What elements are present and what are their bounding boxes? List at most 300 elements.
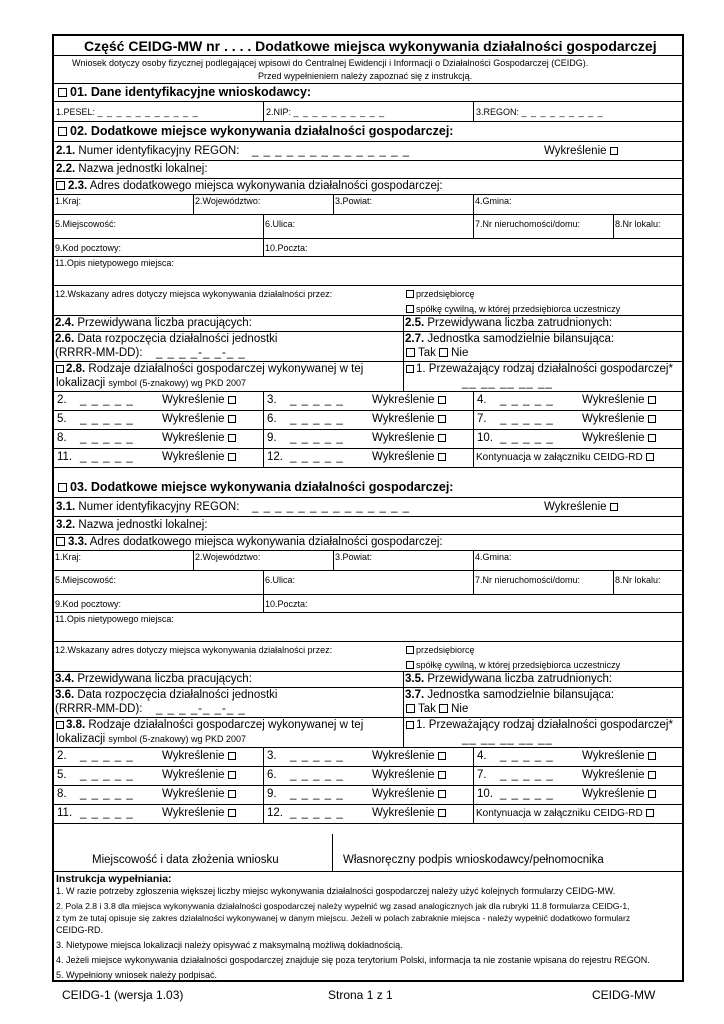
pkd-code-blank: _ _ _ _ _ bbox=[290, 394, 344, 406]
checkbox-icon[interactable] bbox=[228, 434, 236, 442]
s03-wskazany-row bbox=[54, 642, 682, 672]
pkd-code-field[interactable] bbox=[54, 786, 264, 804]
wykreslenie-label: Wykreślenie bbox=[372, 413, 435, 425]
pkd-code-num: 7. bbox=[477, 769, 487, 781]
zatrudnieni-field[interactable] bbox=[404, 316, 682, 331]
pkd-code-blank: _ _ _ _ _ bbox=[290, 807, 344, 819]
pkd-code-blank: _ _ _ _ _ bbox=[500, 394, 554, 406]
checkbox-icon[interactable] bbox=[228, 809, 236, 817]
checkbox-icon[interactable] bbox=[610, 147, 618, 155]
gmina-label: 4.Gmina: bbox=[475, 552, 512, 562]
pkd-lokalizacji: lokalizacji bbox=[56, 377, 106, 389]
opis-label: 11.Opis nietypowego miejsca: bbox=[55, 614, 174, 624]
s02-opis-row bbox=[54, 257, 682, 286]
place-date-label: Miejscowość i data złożenia wniosku bbox=[92, 854, 279, 866]
checkbox-icon[interactable] bbox=[58, 483, 67, 492]
nr-lokalu-field[interactable] bbox=[614, 571, 682, 594]
date-num: 2.6. bbox=[55, 333, 75, 345]
s03-addr-row-3 bbox=[54, 595, 682, 613]
pracujacy-label: Przewidywana liczba pracujących: bbox=[77, 673, 252, 685]
pkd-header bbox=[54, 718, 404, 747]
pkd-code-num: 4. bbox=[477, 394, 487, 406]
kod-pocztowy-field[interactable] bbox=[54, 239, 264, 256]
s02-header bbox=[54, 122, 682, 142]
pkd-code-blank: _ _ _ _ _ bbox=[290, 769, 344, 781]
s03-pkd-row bbox=[54, 805, 682, 824]
pkd-prevailing-blank: __ __ __ __ __ bbox=[462, 733, 553, 745]
checkbox-icon[interactable] bbox=[438, 396, 446, 404]
przedsiebiorca-option: przedsiębiorcę bbox=[416, 289, 475, 299]
wykreslenie-label: Wykreślenie bbox=[582, 788, 645, 800]
pesel-field[interactable] bbox=[54, 102, 264, 121]
gmina-field[interactable] bbox=[474, 195, 682, 214]
checkbox-icon[interactable] bbox=[648, 771, 656, 779]
pkd-code-field[interactable] bbox=[264, 430, 474, 448]
pkd-code-num: 4. bbox=[477, 750, 487, 762]
unit-num: 3.2. bbox=[56, 519, 76, 531]
instruction-5: 5. Wypełniony wniosek należy podpisać. bbox=[56, 970, 218, 980]
checkbox-icon[interactable] bbox=[228, 396, 236, 404]
pkd-lokalizacji: lokalizacji bbox=[56, 733, 106, 745]
pkd-label: Rodzaje działalności gospodarczej wykonywanej w tej bbox=[88, 719, 364, 731]
wykreslenie-label: Wykreślenie bbox=[162, 807, 225, 819]
s03-pkd-row bbox=[54, 767, 682, 786]
pkd-code-num: 2. bbox=[57, 750, 67, 762]
signature-field[interactable] bbox=[333, 834, 682, 871]
s02-addr-row-2 bbox=[54, 215, 682, 239]
wojewodztwo-label: 2.Województwo: bbox=[195, 196, 261, 206]
s03-title: 03. Dodatkowe miejsce wykonywania działalności gospodarczej: bbox=[70, 480, 454, 494]
pkd-code-num: 3. bbox=[267, 750, 277, 762]
pkd-code-num: 3. bbox=[267, 394, 277, 406]
checkbox-icon[interactable] bbox=[58, 88, 67, 97]
checkbox-icon[interactable] bbox=[56, 365, 64, 373]
poczta-field[interactable] bbox=[264, 239, 682, 256]
pkd-code-num: 9. bbox=[267, 432, 277, 444]
pkd-prevailing-field[interactable] bbox=[404, 718, 682, 747]
wykreslenie-label: Wykreślenie bbox=[162, 413, 225, 425]
pkd-prevailing-label: 1. Przeważający rodzaj działalności gospodarczej* bbox=[416, 363, 673, 375]
s02-unit-row bbox=[54, 161, 682, 179]
nr-domu-label: 7.Nr nieruchomości/domu: bbox=[475, 219, 581, 229]
ulica-field[interactable] bbox=[264, 571, 474, 594]
kod-pocztowy-label: 9.Kod pocztowy: bbox=[55, 243, 122, 253]
zatrudnieni-num: 2.5. bbox=[405, 317, 425, 329]
signature-row bbox=[54, 834, 682, 872]
pkd-num: 3.8. bbox=[66, 719, 86, 731]
date-format: (RRRR-MM-DD): bbox=[55, 347, 143, 359]
regon-label: Numer identyfikacyjny REGON: bbox=[78, 501, 240, 513]
checkbox-icon[interactable] bbox=[438, 771, 446, 779]
s02-pkd-header-row bbox=[54, 362, 682, 392]
regon-blank[interactable]: _ _ _ _ _ _ _ _ _ _ _ _ _ _ bbox=[252, 501, 411, 513]
pkd-code-num: 2. bbox=[57, 394, 67, 406]
checkbox-icon[interactable] bbox=[648, 415, 656, 423]
s02-addr-row-1 bbox=[54, 195, 682, 215]
regon-blank: _ _ _ _ _ _ _ _ _ bbox=[521, 107, 604, 117]
pkd-code-num: 5. bbox=[57, 413, 67, 425]
bilans-num: 3.7. bbox=[405, 689, 425, 701]
pesel-blank: _ _ _ _ _ _ _ _ _ _ _ bbox=[97, 107, 199, 117]
pkd-symbol-label: symbol (5-znakowy) wg PKD 2007 bbox=[108, 378, 246, 388]
s03-addr-header bbox=[54, 535, 682, 551]
pkd-code-blank: _ _ _ _ _ bbox=[290, 413, 344, 425]
checkbox-icon[interactable] bbox=[406, 661, 414, 669]
checkbox-icon[interactable] bbox=[646, 809, 654, 817]
wykreslenie-label: Wykreślenie bbox=[162, 432, 225, 444]
pkd-code-num: 12. bbox=[267, 451, 283, 463]
checkbox-icon[interactable] bbox=[648, 752, 656, 760]
wykreslenie-label: Wykreślenie bbox=[162, 788, 225, 800]
pkd-symbol-label: symbol (5-znakowy) wg PKD 2007 bbox=[108, 734, 246, 744]
wojewodztwo-label: 2.Województwo: bbox=[195, 552, 261, 562]
kraj-label: 1.Kraj: bbox=[55, 196, 82, 206]
wykreslenie-label: Wykreślenie bbox=[162, 769, 225, 781]
checkbox-icon[interactable] bbox=[228, 415, 236, 423]
powiat-field[interactable] bbox=[334, 551, 474, 570]
pkd-code-field[interactable] bbox=[474, 411, 682, 429]
checkbox-icon[interactable] bbox=[406, 365, 414, 373]
s02-pkd-row bbox=[54, 449, 682, 468]
wykreslenie-label: Wykreślenie bbox=[544, 145, 607, 157]
subtitle-1: Wniosek dotyczy osoby fizycznej podlegającej wpisowi do Centralnej Ewidencji i Informacji o Działalności Gospodarczej (CEIDG). bbox=[72, 58, 589, 68]
powiat-field[interactable] bbox=[334, 195, 474, 214]
miejscowosc-field[interactable] bbox=[54, 215, 264, 238]
nr-domu-field[interactable] bbox=[474, 215, 614, 238]
date-blank: _ _ _ _-_ _-_ _ bbox=[156, 703, 246, 715]
start-date-field[interactable] bbox=[54, 332, 404, 361]
addr-num: 3.3. bbox=[68, 536, 88, 548]
instruction-2c: CEIDG-RD. bbox=[56, 925, 103, 935]
pkd-code-blank: _ _ _ _ _ bbox=[500, 750, 554, 762]
checkbox-icon[interactable] bbox=[439, 704, 448, 713]
footer-form-code: CEIDG-MW bbox=[592, 988, 656, 1002]
kod-pocztowy-field[interactable] bbox=[54, 595, 264, 612]
pkd-code-num: 12. bbox=[267, 807, 283, 819]
checkbox-icon[interactable] bbox=[438, 453, 446, 461]
pracujacy-num: 2.4. bbox=[55, 317, 75, 329]
instruction-3: 3. Nietypowe miejsca lokalizacji należy opisywać z maksymalną możliwą dokładnością. bbox=[56, 940, 403, 950]
wykreslenie-label: Wykreślenie bbox=[582, 413, 645, 425]
checkbox-icon[interactable] bbox=[228, 771, 236, 779]
continuation-field[interactable] bbox=[474, 805, 682, 823]
pkd-code-field[interactable] bbox=[264, 786, 474, 804]
checkbox-icon[interactable] bbox=[406, 646, 414, 654]
spolka-option: spółkę cywilną, w której przedsiębiorca uczestniczy bbox=[416, 660, 621, 670]
kod-pocztowy-label: 9.Kod pocztowy: bbox=[55, 599, 122, 609]
checkbox-icon[interactable] bbox=[228, 453, 236, 461]
pkd-code-field[interactable] bbox=[474, 748, 682, 766]
s02-addr-header bbox=[54, 179, 682, 195]
ceidg-mw-form bbox=[52, 34, 684, 982]
checkbox-icon[interactable] bbox=[438, 415, 446, 423]
pesel-label: 1.PESEL: bbox=[56, 107, 96, 117]
section-01-header bbox=[54, 84, 682, 102]
ulica-label: 6.Ulica: bbox=[265, 575, 296, 585]
ulica-label: 6.Ulica: bbox=[265, 219, 296, 229]
pkd-code-field[interactable] bbox=[54, 411, 264, 429]
wykreslenie-label: Wykreślenie bbox=[372, 451, 435, 463]
przedsiebiorca-option: przedsiębiorcę bbox=[416, 645, 475, 655]
pkd-code-num: 5. bbox=[57, 769, 67, 781]
miejscowosc-field[interactable] bbox=[54, 571, 264, 594]
regon-blank[interactable]: _ _ _ _ _ _ _ _ _ _ _ _ _ _ bbox=[252, 145, 411, 157]
wskazany-label: 12.Wskazany adres dotyczy miejsca wykonywania działalności przez: bbox=[55, 289, 333, 299]
pkd-code-field[interactable] bbox=[54, 449, 264, 467]
s03-pkd-row bbox=[54, 786, 682, 805]
addr-label: Adres dodatkowego miejsca wykonywania działalności gospodarczej: bbox=[89, 536, 443, 548]
zatrudnieni-label: Przewidywana liczba zatrudnionych: bbox=[427, 673, 613, 685]
nie-option: Nie bbox=[451, 347, 469, 359]
nr-domu-field[interactable] bbox=[474, 571, 614, 594]
pkd-code-field[interactable] bbox=[264, 449, 474, 467]
wskazany-label: 12.Wskazany adres dotyczy miejsca wykonywania działalności przez: bbox=[55, 645, 333, 655]
subtitle-2: Przed wypełnieniem należy zapoznać się z instrukcją. bbox=[258, 71, 473, 81]
pkd-code-field[interactable] bbox=[264, 392, 474, 410]
nr-domu-label: 7.Nr nieruchomości/domu: bbox=[475, 575, 581, 585]
wykreslenie-label: Wykreślenie bbox=[372, 807, 435, 819]
start-date-field[interactable] bbox=[54, 688, 404, 717]
signature-label: Własnoręczny podpis wnioskodawcy/pełnomocnika bbox=[343, 854, 604, 866]
checkbox-icon[interactable] bbox=[648, 434, 656, 442]
s02-regon-row bbox=[54, 142, 682, 161]
regon-num: 3.1. bbox=[56, 501, 76, 513]
addr-label: Adres dodatkowego miejsca wykonywania działalności gospodarczej: bbox=[89, 180, 443, 192]
kraj-label: 1.Kraj: bbox=[55, 552, 82, 562]
pkd-code-blank: _ _ _ _ _ bbox=[500, 788, 554, 800]
checkbox-icon[interactable] bbox=[406, 348, 415, 357]
poczta-label: 10.Poczta: bbox=[265, 243, 308, 253]
s03-pkd-header-row bbox=[54, 718, 682, 748]
wykreslenie-label: Wykreślenie bbox=[582, 394, 645, 406]
regon-label: Numer identyfikacyjny REGON: bbox=[78, 145, 240, 157]
pkd-code-num: 9. bbox=[267, 788, 277, 800]
nip-field[interactable] bbox=[264, 102, 474, 121]
pkd-code-blank: _ _ _ _ _ bbox=[80, 750, 134, 762]
wykreslenie-label: Wykreślenie bbox=[582, 750, 645, 762]
s02-pkd-row bbox=[54, 411, 682, 430]
s03-counts-row bbox=[54, 672, 682, 688]
checkbox-icon[interactable] bbox=[646, 453, 654, 461]
s03-opis-row bbox=[54, 613, 682, 642]
pkd-code-field[interactable] bbox=[474, 392, 682, 410]
pkd-code-num: 11. bbox=[57, 451, 73, 463]
footer-version: CEIDG-1 (wersja 1.03) bbox=[62, 988, 184, 1002]
pkd-code-blank: _ _ _ _ _ bbox=[290, 788, 344, 800]
form-title: Część CEIDG-MW nr . . . . Dodatkowe miejsca wykonywania działalności gospodarczej bbox=[84, 38, 657, 54]
pkd-code-field[interactable] bbox=[264, 748, 474, 766]
s02-counts-row bbox=[54, 316, 682, 332]
checkbox-icon[interactable] bbox=[648, 790, 656, 798]
pkd-code-field[interactable] bbox=[54, 805, 264, 823]
zatrudnieni-field[interactable] bbox=[404, 672, 682, 687]
pkd-code-field[interactable] bbox=[54, 392, 264, 410]
ulica-field[interactable] bbox=[264, 215, 474, 238]
instruction-1: 1. W razie potrzeby zgłoszenia większej liczby miejsc wykonywania działalności gospodarczej należy użyć kolejnych formularzy CEIDG-MW. bbox=[56, 886, 616, 896]
instruction-2b: z tym że tutaj opisuje się zakres działalności wykonywanej w danym miejscu. Jeżeli w polach zabraknie miejsca - należy wypełnić dodatkowo formularz bbox=[56, 913, 631, 923]
instruction-4: 4. Jeżeli miejsce wykonywania działalności gospodarczej znajduje się poza terytorium Polski, informacja ta nie zostanie wpisana do rejestru REGON. bbox=[56, 955, 650, 965]
pracujacy-field[interactable] bbox=[54, 316, 404, 331]
wykreslenie-label: Wykreślenie bbox=[372, 788, 435, 800]
poczta-label: 10.Poczta: bbox=[265, 599, 308, 609]
pkd-code-num: 8. bbox=[57, 432, 67, 444]
pkd-code-field[interactable] bbox=[54, 767, 264, 785]
tak-option: Tak bbox=[418, 703, 436, 715]
s02-pkd-row bbox=[54, 392, 682, 411]
date-label: Data rozpoczęcia działalności jednostki bbox=[77, 333, 278, 345]
s02-date-row bbox=[54, 332, 682, 362]
pkd-prevailing-field[interactable] bbox=[404, 362, 682, 391]
continuation-field[interactable] bbox=[474, 449, 682, 467]
addr-num: 2.3. bbox=[68, 180, 88, 192]
checkbox-icon[interactable] bbox=[438, 809, 446, 817]
pkd-code-field[interactable] bbox=[54, 748, 264, 766]
bilans-label: Jednostka samodzielnie bilansująca: bbox=[427, 333, 615, 345]
wykreslenie-label: Wykreślenie bbox=[372, 394, 435, 406]
pkd-code-num: 6. bbox=[267, 413, 277, 425]
nr-lokalu-label: 8.Nr lokalu: bbox=[615, 575, 661, 585]
pkd-code-num: 10. bbox=[477, 432, 493, 444]
s02-title: 02. Dodatkowe miejsce wykonywania działalności gospodarczej: bbox=[70, 124, 454, 138]
s02-pkd-row bbox=[54, 430, 682, 449]
nip-label: 2.NIP: bbox=[266, 107, 292, 117]
checkbox-icon[interactable] bbox=[56, 537, 65, 546]
checkbox-icon[interactable] bbox=[438, 790, 446, 798]
pkd-code-blank: _ _ _ _ _ bbox=[80, 413, 134, 425]
s03-pkd-row bbox=[54, 748, 682, 767]
unit-label: Nazwa jednostki lokalnej: bbox=[78, 519, 208, 531]
gmina-field[interactable] bbox=[474, 551, 682, 570]
pracujacy-num: 3.4. bbox=[55, 673, 75, 685]
pkd-code-field[interactable] bbox=[474, 767, 682, 785]
pkd-code-num: 8. bbox=[57, 788, 67, 800]
subtitle-row bbox=[54, 56, 682, 84]
date-format: (RRRR-MM-DD): bbox=[55, 703, 143, 715]
pkd-code-field[interactable] bbox=[54, 430, 264, 448]
pkd-code-num: 10. bbox=[477, 788, 493, 800]
nip-blank: _ _ _ _ _ _ _ _ _ _ bbox=[293, 107, 386, 117]
pkd-code-blank: _ _ _ _ _ bbox=[80, 807, 134, 819]
pkd-num: 2.8. bbox=[66, 363, 86, 375]
checkbox-icon[interactable] bbox=[438, 752, 446, 760]
regon-num: 2.1. bbox=[56, 145, 76, 157]
zatrudnieni-label: Przewidywana liczba zatrudnionych: bbox=[427, 317, 613, 329]
nr-lokalu-label: 8.Nr lokalu: bbox=[615, 219, 661, 229]
pkd-code-field[interactable] bbox=[474, 786, 682, 804]
checkbox-icon[interactable] bbox=[56, 181, 65, 190]
checkbox-icon[interactable] bbox=[406, 290, 414, 298]
wojewodztwo-field[interactable] bbox=[194, 551, 334, 570]
checkbox-icon[interactable] bbox=[406, 721, 414, 729]
checkbox-icon[interactable] bbox=[438, 434, 446, 442]
pkd-code-blank: _ _ _ _ _ bbox=[500, 769, 554, 781]
wykreslenie-label: Wykreślenie bbox=[544, 501, 607, 513]
s03-date-row bbox=[54, 688, 682, 718]
checkbox-icon[interactable] bbox=[228, 790, 236, 798]
pkd-code-blank: _ _ _ _ _ bbox=[80, 788, 134, 800]
pkd-prevailing-label: 1. Przeważający rodzaj działalności gospodarczej* bbox=[416, 719, 673, 731]
unit-label: Nazwa jednostki lokalnej: bbox=[78, 163, 208, 175]
wojewodztwo-field[interactable] bbox=[194, 195, 334, 214]
zatrudnieni-num: 3.5. bbox=[405, 673, 425, 685]
bilans-field[interactable] bbox=[404, 332, 682, 361]
pkd-label: Rodzaje działalności gospodarczej wykonywanej w tej bbox=[88, 363, 364, 375]
bilans-field[interactable] bbox=[404, 688, 682, 717]
poczta-field[interactable] bbox=[264, 595, 682, 612]
powiat-label: 3.Powiat: bbox=[335, 196, 373, 206]
checkbox-icon[interactable] bbox=[228, 752, 236, 760]
date-label: Data rozpoczęcia działalności jednostki bbox=[77, 689, 278, 701]
pkd-code-field[interactable] bbox=[474, 430, 682, 448]
wykreslenie-label: Wykreślenie bbox=[372, 769, 435, 781]
nr-lokalu-field[interactable] bbox=[614, 215, 682, 238]
pkd-code-field[interactable] bbox=[264, 411, 474, 429]
checkbox-icon[interactable] bbox=[610, 503, 618, 511]
date-blank: _ _ _ _-_ _-_ _ bbox=[156, 347, 246, 359]
pkd-code-blank: _ _ _ _ _ bbox=[80, 451, 134, 463]
checkbox-icon[interactable] bbox=[439, 348, 448, 357]
spolka-option: spółkę cywilną, w której przedsiębiorca uczestniczy bbox=[416, 304, 621, 314]
bilans-label: Jednostka samodzielnie bilansująca: bbox=[427, 689, 615, 701]
gmina-label: 4.Gmina: bbox=[475, 196, 512, 206]
regon-field[interactable] bbox=[474, 102, 682, 121]
pkd-code-blank: _ _ _ _ _ bbox=[290, 432, 344, 444]
pkd-header bbox=[54, 362, 404, 391]
pkd-code-blank: _ _ _ _ _ bbox=[290, 451, 344, 463]
continuation-label: Kontynuacja w załączniku CEIDG-RD bbox=[476, 808, 643, 819]
pkd-code-field[interactable] bbox=[264, 767, 474, 785]
checkbox-icon[interactable] bbox=[406, 704, 415, 713]
continuation-label: Kontynuacja w załączniku CEIDG-RD bbox=[476, 452, 643, 463]
s02-wskazany-row bbox=[54, 286, 682, 316]
s02-addr-row-3 bbox=[54, 239, 682, 257]
pkd-code-blank: _ _ _ _ _ bbox=[500, 432, 554, 444]
checkbox-icon[interactable] bbox=[406, 305, 414, 313]
s03-addr-row-2 bbox=[54, 571, 682, 595]
wykreslenie-label: Wykreślenie bbox=[582, 769, 645, 781]
wykreslenie-label: Wykreślenie bbox=[372, 432, 435, 444]
wykreslenie-label: Wykreślenie bbox=[372, 750, 435, 762]
unit-num: 2.2. bbox=[56, 163, 76, 175]
pkd-code-blank: _ _ _ _ _ bbox=[500, 413, 554, 425]
identity-row bbox=[54, 102, 682, 122]
kraj-field[interactable] bbox=[54, 551, 194, 570]
kraj-field[interactable] bbox=[54, 195, 194, 214]
miejscowosc-label: 5.Miejscowość: bbox=[55, 219, 117, 229]
instructions bbox=[56, 873, 680, 981]
powiat-label: 3.Powiat: bbox=[335, 552, 373, 562]
s03-unit-row bbox=[54, 517, 682, 535]
pkd-code-field[interactable] bbox=[264, 805, 474, 823]
wykreslenie-label: Wykreślenie bbox=[582, 432, 645, 444]
pracujacy-label: Przewidywana liczba pracujących: bbox=[77, 317, 252, 329]
title-row bbox=[54, 36, 682, 56]
pkd-code-num: 6. bbox=[267, 769, 277, 781]
footer-page: Strona 1 z 1 bbox=[328, 988, 393, 1002]
pracujacy-field[interactable] bbox=[54, 672, 404, 687]
s03-addr-row-1 bbox=[54, 551, 682, 571]
miejscowosc-label: 5.Miejscowość: bbox=[55, 575, 117, 585]
pkd-prevailing-blank: __ __ __ __ __ bbox=[462, 377, 553, 389]
s03-header bbox=[54, 478, 682, 498]
checkbox-icon[interactable] bbox=[56, 721, 64, 729]
instructions-title: Instrukcja wypełniania: bbox=[56, 873, 172, 885]
checkbox-icon[interactable] bbox=[58, 127, 67, 136]
place-date-field[interactable] bbox=[54, 834, 333, 871]
checkbox-icon[interactable] bbox=[648, 396, 656, 404]
instruction-2a: 2. Pola 2.8 i 3.8 dla miejsca wykonywania działalności gospodarczej należy wypełnić wg zasad analogicznych jak dla rubryki 11.8 formularza CEIDG-1, bbox=[56, 901, 630, 911]
pkd-code-blank: _ _ _ _ _ bbox=[80, 432, 134, 444]
